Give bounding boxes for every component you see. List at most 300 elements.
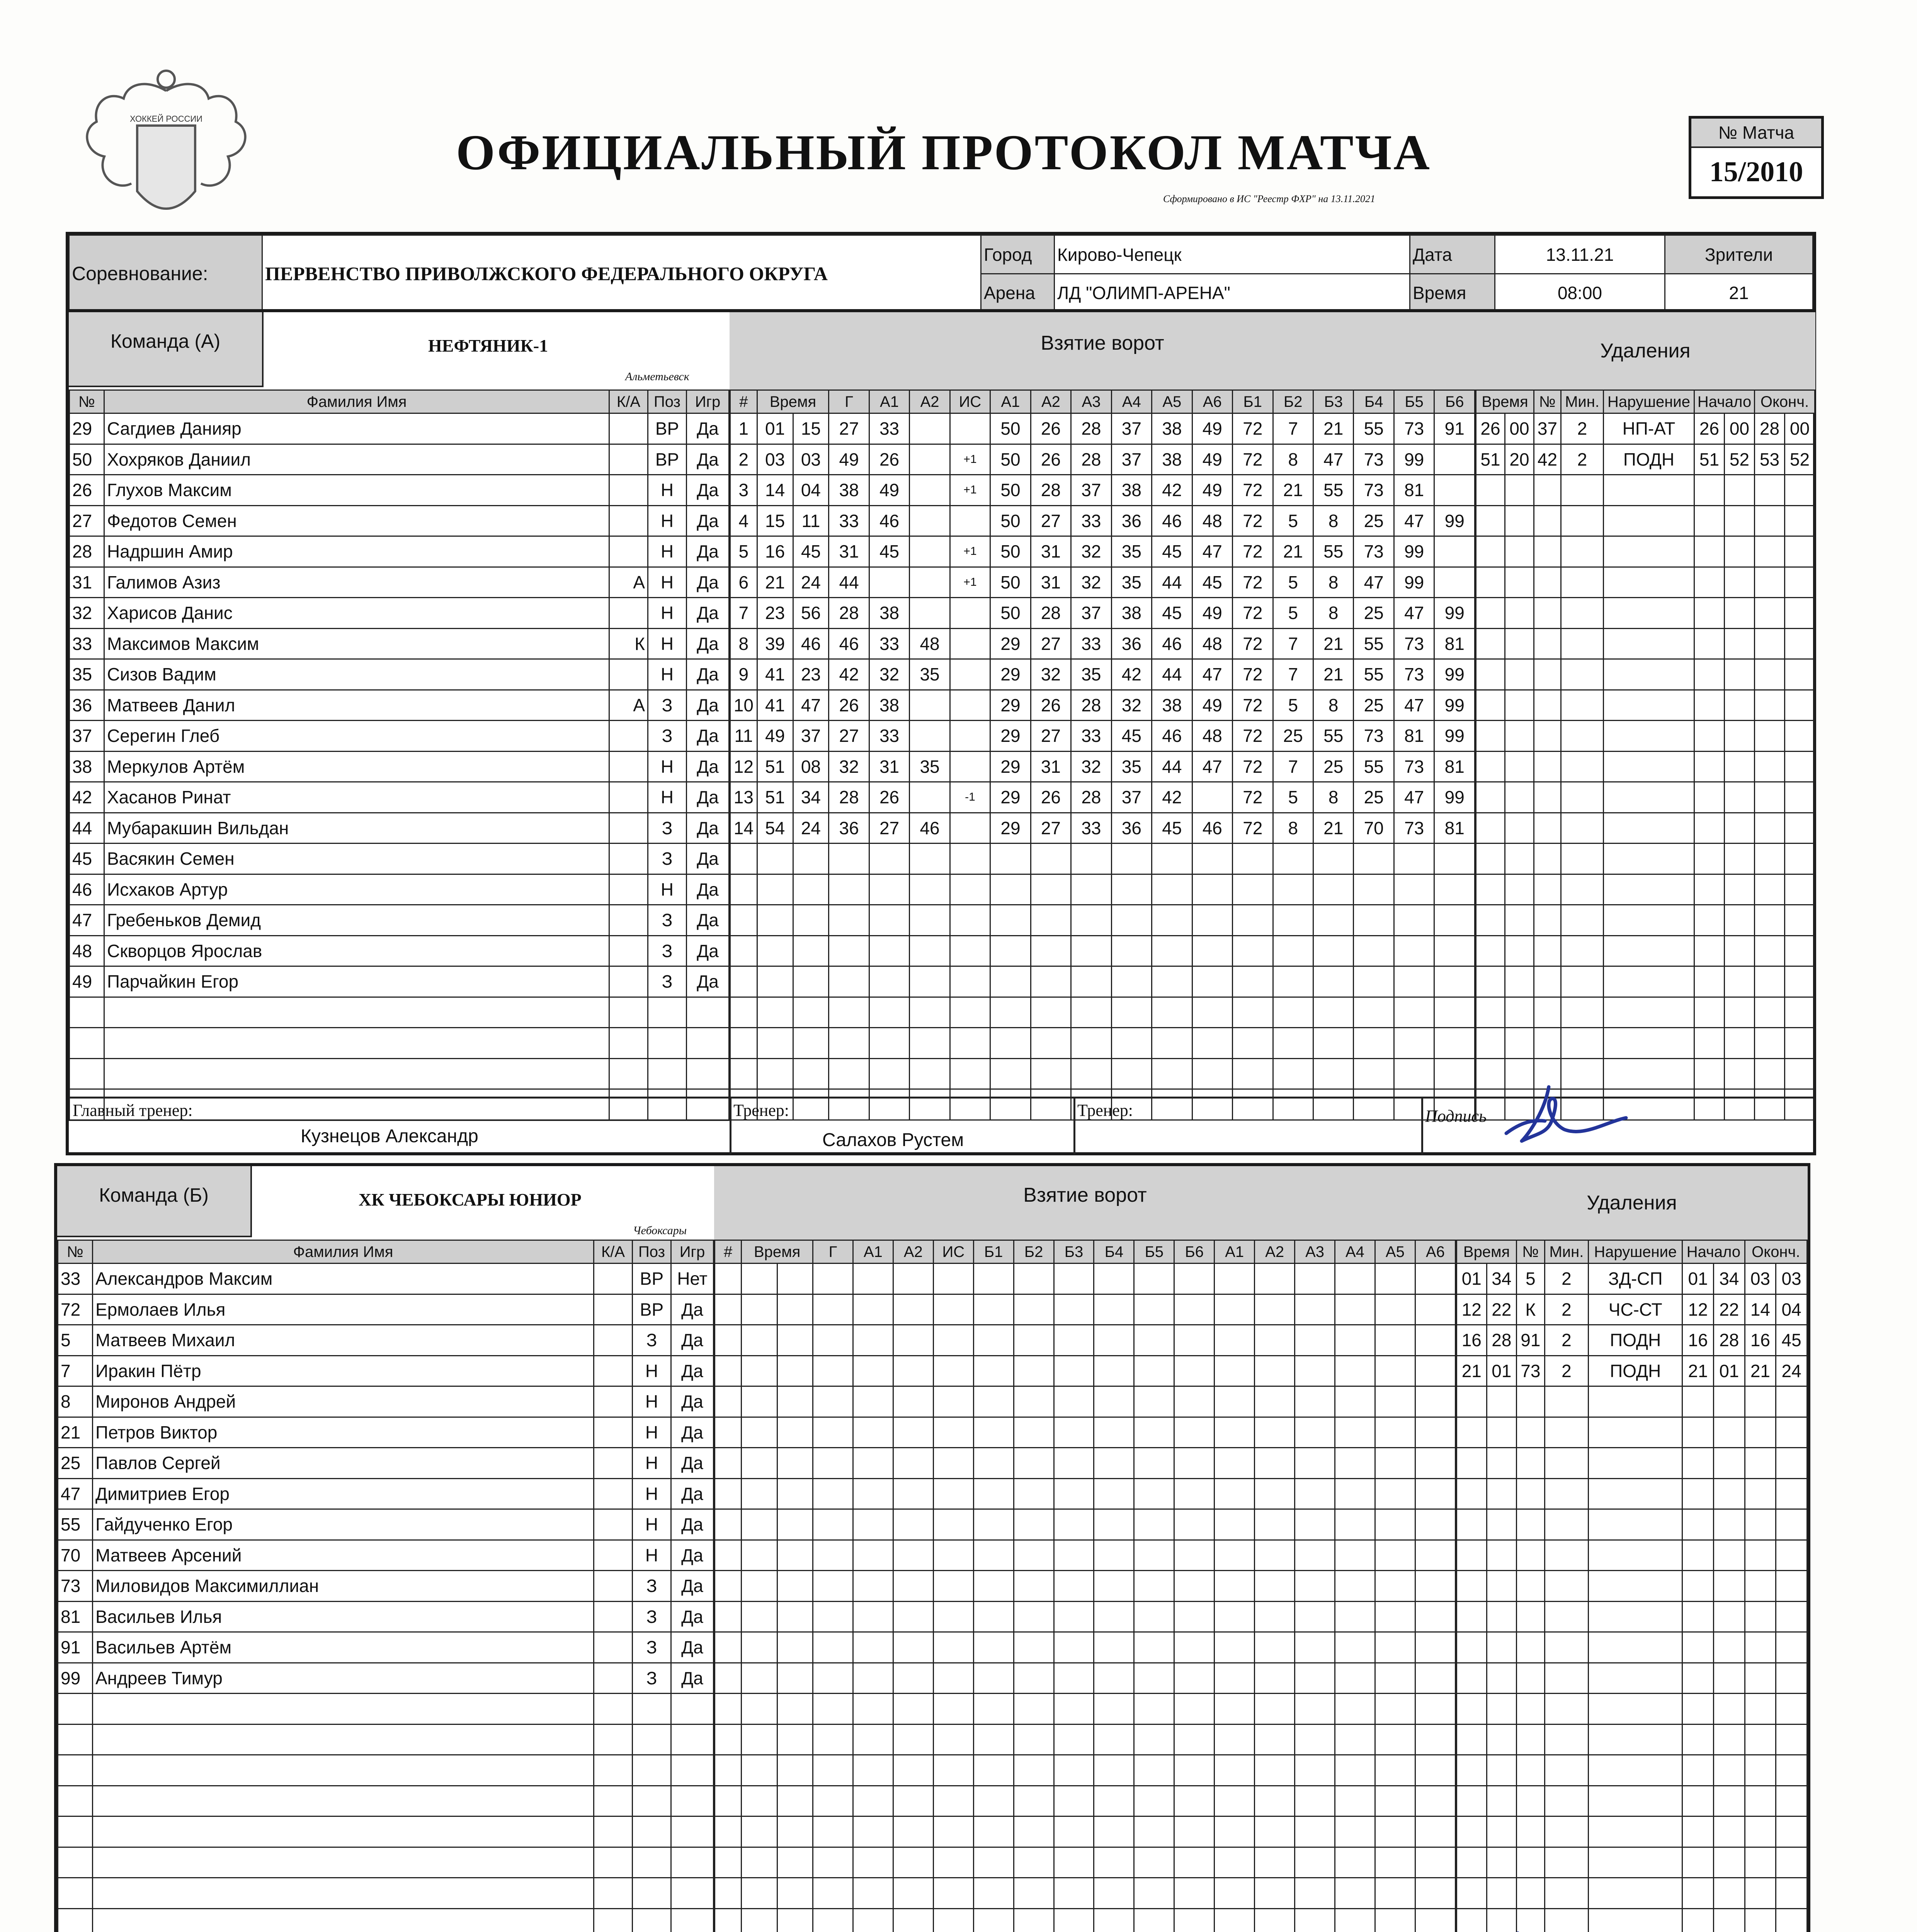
player-name xyxy=(93,1724,594,1755)
penalty-cell xyxy=(1745,1386,1776,1417)
goal-cell xyxy=(1255,1786,1295,1816)
goal-cell: 21 xyxy=(1313,659,1353,690)
player-name: Гайдученко Егор xyxy=(93,1509,594,1540)
penalty-cell xyxy=(1713,1571,1745,1602)
goal-cell: 46 xyxy=(1152,721,1192,752)
goal-cell xyxy=(1313,997,1353,1028)
penalty-cell xyxy=(1745,1755,1776,1786)
goal-cell xyxy=(1295,1724,1335,1755)
roster-col-header: К/А xyxy=(594,1240,633,1264)
goal-cell xyxy=(829,874,869,905)
penalty-cell xyxy=(1776,1540,1807,1571)
penalty-cell xyxy=(1785,628,1815,659)
player-role: К xyxy=(609,628,648,659)
goal-row xyxy=(730,905,1475,936)
goal-cell: 8 xyxy=(1273,813,1313,844)
goal-cell: 73 xyxy=(1394,628,1434,659)
goal-row xyxy=(730,935,1475,966)
player-number: 49 xyxy=(70,966,104,997)
penalty-cell xyxy=(1457,1540,1487,1571)
player-row xyxy=(58,1663,714,1694)
goal-cell xyxy=(742,1694,777,1725)
player-name: Федотов Семен xyxy=(104,505,609,536)
match-number-box xyxy=(1689,116,1824,199)
penalty-cell: 00 xyxy=(1725,413,1755,444)
goal-cell xyxy=(1014,1786,1054,1816)
goal-cell: 49 xyxy=(829,444,869,475)
goal-cell: 50 xyxy=(990,598,1031,629)
goal-cell: 72 xyxy=(1233,598,1273,629)
penalty-row xyxy=(1457,1540,1807,1571)
player-name: Надршин Амир xyxy=(104,536,609,567)
player-number: 25 xyxy=(58,1448,93,1479)
penalty-cell xyxy=(1517,1417,1544,1448)
goal-cell xyxy=(1014,1908,1054,1932)
goal-cell: 73 xyxy=(1394,813,1434,844)
goal-cell xyxy=(1094,1571,1134,1602)
goal-cell xyxy=(813,1355,853,1386)
penalty-cell xyxy=(1694,844,1725,874)
goal-cell: 48 xyxy=(910,628,950,659)
penalty-cell xyxy=(1517,1601,1544,1632)
player-position: З xyxy=(633,1571,671,1602)
goal-cell xyxy=(910,1058,950,1089)
roster-col-header: Игр xyxy=(671,1240,714,1264)
goal-cell xyxy=(1233,1058,1273,1089)
goal-cell xyxy=(853,1478,893,1509)
goal-row xyxy=(715,1264,1456,1294)
goal-cell xyxy=(1031,905,1071,936)
goal-cell xyxy=(1214,1755,1255,1786)
player-number: 73 xyxy=(58,1571,93,1602)
penalty-cell xyxy=(1561,844,1604,874)
player-row xyxy=(70,475,729,506)
goal-cell: 37 xyxy=(1111,444,1152,475)
penalty-cell xyxy=(1604,598,1694,629)
goal-cell xyxy=(1192,782,1232,813)
player-number: 21 xyxy=(58,1417,93,1448)
penalty-row xyxy=(1476,997,1815,1028)
goal-cell xyxy=(1214,1325,1255,1356)
player-name: Матвеев Михаил xyxy=(93,1325,594,1356)
goal-cell: 44 xyxy=(1152,659,1192,690)
penalty-cell xyxy=(1534,505,1561,536)
goal-row xyxy=(715,1294,1456,1325)
goal-col-header: А2 xyxy=(1255,1240,1295,1264)
penalty-cell xyxy=(1505,966,1534,997)
goal-cell xyxy=(793,1028,829,1059)
goal-cell xyxy=(757,905,793,936)
penalty-cell xyxy=(1561,935,1604,966)
goal-cell xyxy=(973,1478,1014,1509)
team-a-coaches xyxy=(69,1097,1813,1155)
goal-cell xyxy=(813,1571,853,1602)
goal-cell xyxy=(1375,1294,1415,1325)
penalty-cell xyxy=(1682,1786,1714,1816)
penalty-cell xyxy=(1517,1571,1544,1602)
goal-cell xyxy=(742,1478,777,1509)
goal-cell xyxy=(1335,1478,1375,1509)
roster-col-header: № xyxy=(70,390,104,413)
goal-cell: 11 xyxy=(793,505,829,536)
penalty-cell xyxy=(1457,1755,1487,1786)
penalty-cell xyxy=(1713,1908,1745,1932)
goal-cell xyxy=(1134,1386,1174,1417)
goal-cell xyxy=(1174,1478,1214,1509)
goal-cell: 51 xyxy=(757,782,793,813)
player-name xyxy=(104,1028,609,1059)
penalty-row xyxy=(1457,1694,1807,1725)
goal-cell xyxy=(910,690,950,721)
goal-cell: 5 xyxy=(1273,690,1313,721)
penalty-cell xyxy=(1785,844,1815,874)
penalty-cell xyxy=(1745,1908,1776,1932)
team-a-section xyxy=(66,309,1816,1155)
arena-value: ЛД "ОЛИМП-АРЕНА" xyxy=(1055,274,1410,312)
goal-cell xyxy=(777,1294,813,1325)
goal-cell: 8 xyxy=(1273,444,1313,475)
penalty-row xyxy=(1457,1509,1807,1540)
player-played: Да xyxy=(687,659,729,690)
penalty-cell xyxy=(1694,905,1725,936)
goal-cell xyxy=(1295,1540,1335,1571)
goal-cell xyxy=(973,1417,1014,1448)
penalty-cell xyxy=(1745,1663,1776,1694)
penalty-cell xyxy=(1785,782,1815,813)
goal-cell xyxy=(1255,1724,1295,1755)
penalty-cell xyxy=(1561,598,1604,629)
goal-cell xyxy=(973,1816,1014,1847)
penalty-cell xyxy=(1713,1601,1745,1632)
penalty-cell xyxy=(1776,1448,1807,1479)
goal-cell xyxy=(1174,1540,1214,1571)
goal-cell xyxy=(1094,1417,1134,1448)
penalty-cell xyxy=(1534,966,1561,997)
player-position: ВР xyxy=(648,413,687,444)
goal-cell xyxy=(1375,1448,1415,1479)
goal-row xyxy=(730,567,1475,598)
goal-cell xyxy=(813,1816,853,1847)
player-played: Да xyxy=(671,1478,714,1509)
goal-cell xyxy=(893,1663,933,1694)
player-row xyxy=(58,1417,714,1448)
goal-cell xyxy=(742,1786,777,1816)
goal-cell xyxy=(853,1663,893,1694)
goal-cell: 70 xyxy=(1354,813,1394,844)
player-role xyxy=(609,598,648,629)
penalty-cell: 28 xyxy=(1487,1325,1517,1356)
svg-text:ХОККЕЙ РОССИИ: ХОККЕЙ РОССИИ xyxy=(130,114,202,124)
team-a-coach2-label: Тренер: xyxy=(1077,1101,1133,1120)
goal-cell xyxy=(715,1448,742,1479)
penalty-cell xyxy=(1745,1786,1776,1816)
goal-cell: 21 xyxy=(1273,475,1313,506)
goal-cell xyxy=(1295,1878,1335,1909)
player-number xyxy=(58,1816,93,1847)
goal-cell xyxy=(933,1355,973,1386)
team-b-name: ХК ЧЕБОКСАРЫ ЮНИОР xyxy=(359,1190,582,1209)
penalty-cell xyxy=(1725,598,1755,629)
goal-cell xyxy=(950,598,990,629)
player-number: 27 xyxy=(70,505,104,536)
player-played: Нет xyxy=(671,1264,714,1294)
goal-cell: 31 xyxy=(869,751,909,782)
goal-cell xyxy=(973,1908,1014,1932)
goal-cell xyxy=(853,1816,893,1847)
player-position: З xyxy=(648,905,687,936)
penalty-cell: ПОДН xyxy=(1589,1325,1682,1356)
goal-cell xyxy=(1152,1058,1192,1089)
goal-cell xyxy=(933,1571,973,1602)
goal-cell xyxy=(1273,874,1313,905)
goal-cell xyxy=(1313,1028,1353,1059)
goal-cell xyxy=(777,1417,813,1448)
penalty-cell xyxy=(1785,505,1815,536)
goal-cell xyxy=(1134,1448,1174,1479)
goal-cell xyxy=(893,1694,933,1725)
penalty-cell xyxy=(1725,567,1755,598)
goal-cell xyxy=(853,1325,893,1356)
goal-cell xyxy=(1111,844,1152,874)
player-role xyxy=(594,1509,633,1540)
goal-row xyxy=(715,1755,1456,1786)
penalty-cell xyxy=(1457,1386,1487,1417)
player-role xyxy=(594,1478,633,1509)
penalty-cell xyxy=(1776,1847,1807,1878)
goal-cell xyxy=(1233,1028,1273,1059)
roster-col-header: Фамилия Имя xyxy=(104,390,609,413)
penalty-cell: 26 xyxy=(1476,413,1505,444)
player-played: Да xyxy=(671,1417,714,1448)
player-played xyxy=(671,1694,714,1725)
penalty-cell xyxy=(1544,1663,1589,1694)
player-role xyxy=(594,1264,633,1294)
penalty-cell xyxy=(1505,874,1534,905)
goal-cell xyxy=(990,966,1031,997)
penalty-cell xyxy=(1604,905,1694,936)
goal-cell xyxy=(1054,1878,1094,1909)
player-role xyxy=(609,475,648,506)
penalty-cell xyxy=(1544,1571,1589,1602)
penalty-cell: 42 xyxy=(1534,444,1561,475)
player-position: Н xyxy=(648,598,687,629)
goal-cell xyxy=(1134,1878,1174,1909)
player-row xyxy=(58,1755,714,1786)
penalty-cell xyxy=(1544,1478,1589,1509)
goal-cell xyxy=(1434,1058,1475,1089)
penalty-cell xyxy=(1682,1724,1714,1755)
goal-cell xyxy=(742,1417,777,1448)
goal-cell xyxy=(1255,1908,1295,1932)
penalty-cell xyxy=(1517,1786,1544,1816)
goal-col-header: Б3 xyxy=(1054,1240,1094,1264)
penalty-cell xyxy=(1682,1509,1714,1540)
penalty-row xyxy=(1476,413,1815,444)
penalty-cell xyxy=(1505,1028,1534,1059)
goal-cell xyxy=(757,966,793,997)
goal-col-header: Б6 xyxy=(1174,1240,1214,1264)
player-name: Матвеев Арсений xyxy=(93,1540,594,1571)
goal-cell xyxy=(1014,1294,1054,1325)
goal-cell xyxy=(1214,1663,1255,1694)
penalty-cell: 28 xyxy=(1755,413,1785,444)
goal-row xyxy=(730,782,1475,813)
player-row xyxy=(58,1694,714,1725)
goal-cell: 99 xyxy=(1434,721,1475,752)
goal-cell xyxy=(1335,1540,1375,1571)
penalty-cell xyxy=(1544,1847,1589,1878)
player-role xyxy=(594,1325,633,1356)
goal-cell xyxy=(1273,1058,1313,1089)
penalty-cell xyxy=(1755,997,1785,1028)
goal-cell xyxy=(950,874,990,905)
player-number xyxy=(70,997,104,1028)
goal-cell: 5 xyxy=(1273,567,1313,598)
player-played: Да xyxy=(671,1663,714,1694)
penalty-cell xyxy=(1755,1028,1785,1059)
goal-cell xyxy=(715,1294,742,1325)
goal-cell: 27 xyxy=(1031,628,1071,659)
penalty-cell xyxy=(1487,1540,1517,1571)
penalty-row xyxy=(1476,475,1815,506)
player-number: 36 xyxy=(70,690,104,721)
player-row xyxy=(70,935,729,966)
penalty-cell xyxy=(1713,1478,1745,1509)
penalty-row xyxy=(1476,598,1815,629)
player-row xyxy=(58,1509,714,1540)
goal-cell xyxy=(1094,1694,1134,1725)
goal-col-header: А3 xyxy=(1295,1240,1335,1264)
penalty-cell xyxy=(1604,690,1694,721)
player-number: 45 xyxy=(70,844,104,874)
goal-cell: 81 xyxy=(1434,751,1475,782)
player-position xyxy=(633,1694,671,1725)
goal-cell xyxy=(1111,905,1152,936)
goal-cell xyxy=(1094,1908,1134,1932)
player-name xyxy=(93,1816,594,1847)
penalty-cell xyxy=(1713,1816,1745,1847)
goal-cell: 33 xyxy=(829,505,869,536)
goal-cell xyxy=(1014,1540,1054,1571)
player-role xyxy=(594,1355,633,1386)
goal-cell xyxy=(1174,1417,1214,1448)
player-number xyxy=(70,1028,104,1059)
goal-cell xyxy=(757,874,793,905)
penalty-cell: 16 xyxy=(1457,1325,1487,1356)
goal-cell: 48 xyxy=(1192,505,1232,536)
goal-cell: 42 xyxy=(829,659,869,690)
logo xyxy=(70,64,263,249)
goal-cell xyxy=(1192,1058,1232,1089)
player-position: З xyxy=(648,966,687,997)
goal-cell xyxy=(742,1325,777,1356)
penalty-cell xyxy=(1776,1724,1807,1755)
penalty-row xyxy=(1476,751,1815,782)
penalty-cell xyxy=(1487,1816,1517,1847)
goal-cell xyxy=(1375,1632,1415,1663)
goal-cell xyxy=(910,721,950,752)
goal-cell xyxy=(1014,1694,1054,1725)
goal-cell xyxy=(813,1878,853,1909)
goal-cell xyxy=(1134,1786,1174,1816)
goal-cell: 33 xyxy=(1071,628,1111,659)
goal-cell: 55 xyxy=(1354,413,1394,444)
goal-col-header: Б6 xyxy=(1434,390,1475,413)
goal-row xyxy=(715,1386,1456,1417)
penalty-cell xyxy=(1725,536,1755,567)
goal-cell xyxy=(910,844,950,874)
penalty-cell: 04 xyxy=(1776,1294,1807,1325)
goal-cell xyxy=(1014,1724,1054,1755)
penalty-cell xyxy=(1745,1816,1776,1847)
penalty-row xyxy=(1457,1786,1807,1816)
goal-cell xyxy=(1375,1325,1415,1356)
penalty-cell xyxy=(1457,1601,1487,1632)
goal-cell xyxy=(1255,1325,1295,1356)
goal-cell xyxy=(1255,1571,1295,1602)
goal-cell xyxy=(1014,1632,1054,1663)
goal-cell xyxy=(1054,1509,1094,1540)
penalty-cell xyxy=(1713,1386,1745,1417)
player-name: Глухов Максим xyxy=(104,475,609,506)
info-block xyxy=(66,232,1816,315)
player-played xyxy=(687,1028,729,1059)
goal-cell xyxy=(1313,935,1353,966)
goal-cell xyxy=(1054,1355,1094,1386)
penalty-row xyxy=(1457,1478,1807,1509)
goal-cell xyxy=(1255,1355,1295,1386)
goal-row xyxy=(730,1028,1475,1059)
goal-cell xyxy=(1014,1663,1054,1694)
goal-cell xyxy=(1071,1058,1111,1089)
goal-cell: 91 xyxy=(1434,413,1475,444)
penalty-cell: 16 xyxy=(1682,1325,1714,1356)
penalty-cell: 2 xyxy=(1544,1325,1589,1356)
goal-cell xyxy=(1255,1540,1295,1571)
goal-cell xyxy=(829,966,869,997)
penalty-cell xyxy=(1755,628,1785,659)
penalty-cell xyxy=(1785,659,1815,690)
penalty-cell xyxy=(1544,1816,1589,1847)
goal-cell xyxy=(793,997,829,1028)
roster-col-header: Игр xyxy=(687,390,729,413)
goal-col-header: Б4 xyxy=(1094,1240,1134,1264)
goal-cell xyxy=(1255,1478,1295,1509)
goal-cell xyxy=(829,1028,869,1059)
goal-cell xyxy=(1192,844,1232,874)
player-name: Александров Максим xyxy=(93,1264,594,1294)
goal-cell xyxy=(813,1724,853,1755)
goal-cell xyxy=(1192,905,1232,936)
penalty-cell xyxy=(1487,1694,1517,1725)
player-role xyxy=(594,1601,633,1632)
goal-cell xyxy=(853,1755,893,1786)
goal-cell: 03 xyxy=(793,444,829,475)
penalty-cell xyxy=(1487,1878,1517,1909)
goal-cell xyxy=(910,413,950,444)
goal-cell xyxy=(1415,1417,1455,1448)
penalty-cell xyxy=(1694,751,1725,782)
penalty-cell xyxy=(1785,1058,1815,1089)
penalty-cell xyxy=(1604,721,1694,752)
player-name: Хохряков Даниил xyxy=(104,444,609,475)
goal-cell xyxy=(1375,1724,1415,1755)
goal-cell xyxy=(869,966,909,997)
player-role xyxy=(594,1294,633,1325)
goal-cell xyxy=(1174,1264,1214,1294)
player-name xyxy=(93,1694,594,1725)
player-name xyxy=(93,1786,594,1816)
